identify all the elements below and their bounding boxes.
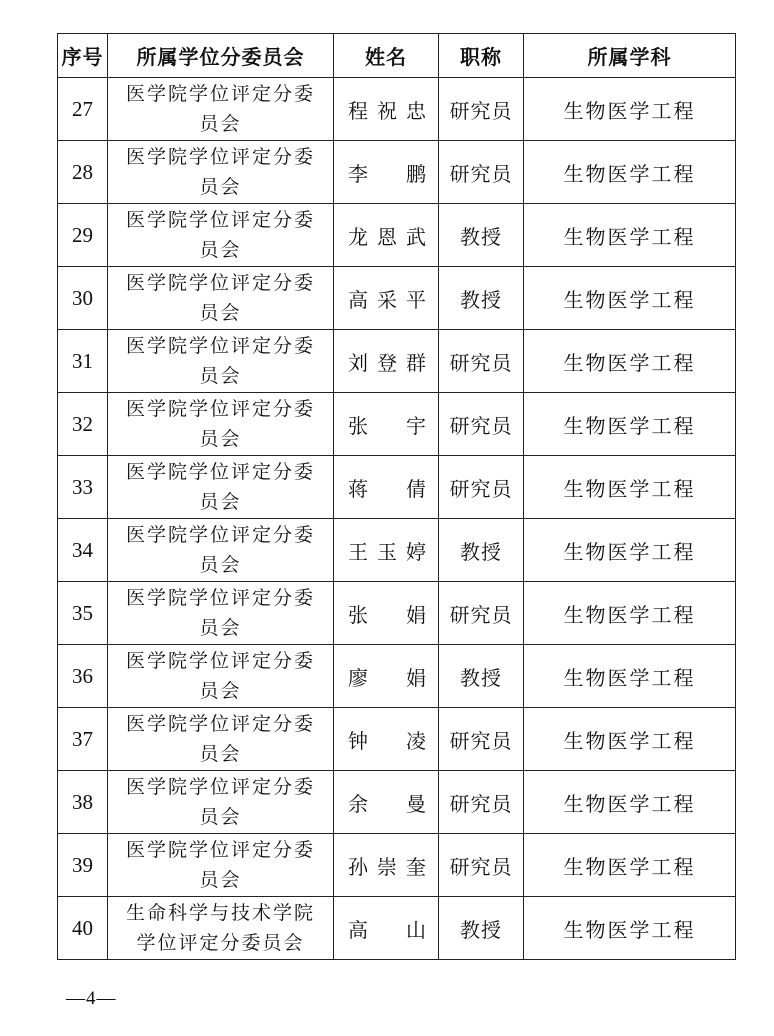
name-text (334, 536, 438, 565)
name-cell (334, 267, 439, 330)
row-number: 34 (58, 519, 108, 582)
title-cell: 教授 (439, 519, 524, 582)
name-cell (334, 141, 439, 204)
discipline-cell: 生物医学工程 (524, 582, 736, 645)
name-cell (334, 330, 439, 393)
committee-line: 医学院学位评定分委 (125, 146, 315, 168)
row-number: 37 (58, 708, 108, 771)
discipline-cell: 生物医学工程 (524, 141, 736, 204)
discipline-cell: 生物医学工程 (524, 519, 736, 582)
title-cell: 研究员 (439, 330, 524, 393)
committee-line: 医学院学位评定分委 (125, 839, 315, 861)
name-char: 崇 (377, 854, 397, 879)
discipline-cell: 生物医学工程 (524, 897, 736, 960)
committee-line: 员会 (199, 743, 242, 765)
title-cell: 研究员 (439, 456, 524, 519)
table-row (58, 834, 736, 897)
table-body (58, 78, 736, 960)
row-number: 32 (58, 393, 108, 456)
table-row (58, 267, 736, 330)
discipline-cell: 生物医学工程 (524, 393, 736, 456)
name-char: 余 (348, 791, 368, 816)
name-char: 玉 (377, 539, 397, 564)
discipline-cell: 生物医学工程 (524, 456, 736, 519)
header-no: 序号 (58, 34, 108, 78)
name-char: 群 (406, 350, 426, 375)
name-char: 鹏 (406, 161, 426, 186)
title-cell: 教授 (439, 267, 524, 330)
committee-cell (108, 582, 334, 645)
table-row (58, 204, 736, 267)
row-number: 29 (58, 204, 108, 267)
name-char: 高 (348, 917, 368, 942)
table-row (58, 897, 736, 960)
header-committee: 所属学位分委员会 (108, 34, 334, 78)
name-char: 采 (377, 287, 397, 312)
name-cell (334, 897, 439, 960)
table-row (58, 330, 736, 393)
name-char: 祝 (377, 98, 397, 123)
committee-line: 医学院学位评定分委 (125, 398, 315, 420)
committee-line: 员会 (199, 617, 242, 639)
committee-cell (108, 519, 334, 582)
name-char: 倩 (406, 476, 426, 501)
table-row (58, 393, 736, 456)
name-cell (334, 582, 439, 645)
name-text (334, 788, 438, 817)
name-cell (334, 393, 439, 456)
committee-cell (108, 771, 334, 834)
row-number: 33 (58, 456, 108, 519)
name-cell (334, 204, 439, 267)
committee-cell (108, 834, 334, 897)
name-text (334, 347, 438, 376)
name-char: 廖 (348, 665, 368, 690)
table-row (58, 78, 736, 141)
committee-line: 医学院学位评定分委 (125, 713, 315, 735)
committee-line: 生命科学与技术学院 (125, 902, 315, 924)
name-char: 蒋 (348, 476, 368, 501)
committee-line: 医学院学位评定分委 (125, 272, 315, 294)
name-text (334, 473, 438, 502)
name-text (334, 725, 438, 754)
committee-line: 员会 (199, 176, 242, 198)
committee-line: 员会 (199, 302, 242, 324)
committee-member-table (57, 33, 736, 960)
title-cell: 研究员 (439, 582, 524, 645)
table-row (58, 456, 736, 519)
name-char: 龙 (348, 224, 368, 249)
name-cell (334, 771, 439, 834)
name-cell (334, 519, 439, 582)
row-number: 38 (58, 771, 108, 834)
committee-line: 医学院学位评定分委 (125, 461, 315, 483)
discipline-cell: 生物医学工程 (524, 771, 736, 834)
header-discipline: 所属学科 (524, 34, 736, 78)
name-char: 娟 (406, 602, 426, 627)
page-number: —4— (66, 988, 117, 1009)
committee-line: 医学院学位评定分委 (125, 209, 315, 231)
committee-line: 医学院学位评定分委 (125, 650, 315, 672)
title-cell: 研究员 (439, 78, 524, 141)
name-char: 李 (348, 161, 368, 186)
name-text (334, 284, 438, 313)
row-number: 31 (58, 330, 108, 393)
name-char: 忠 (406, 98, 426, 123)
name-char: 凌 (406, 728, 426, 753)
name-char: 程 (348, 98, 368, 123)
row-number: 30 (58, 267, 108, 330)
name-char: 武 (406, 224, 426, 249)
name-char: 婷 (406, 539, 426, 564)
discipline-cell: 生物医学工程 (524, 204, 736, 267)
name-text (334, 158, 438, 187)
committee-cell (108, 456, 334, 519)
name-char: 奎 (406, 854, 426, 879)
name-char: 张 (348, 413, 368, 438)
committee-cell (108, 141, 334, 204)
committee-line: 员会 (199, 680, 242, 702)
title-cell: 研究员 (439, 393, 524, 456)
committee-line: 员会 (199, 554, 242, 576)
committee-cell (108, 645, 334, 708)
committee-line: 员会 (199, 239, 242, 261)
name-text (334, 221, 438, 250)
discipline-cell: 生物医学工程 (524, 645, 736, 708)
discipline-cell: 生物医学工程 (524, 708, 736, 771)
name-char: 宇 (406, 413, 426, 438)
discipline-cell: 生物医学工程 (524, 267, 736, 330)
title-cell: 教授 (439, 897, 524, 960)
name-text (334, 95, 438, 124)
table-row (58, 582, 736, 645)
name-char: 登 (377, 350, 397, 375)
row-number: 39 (58, 834, 108, 897)
name-char: 刘 (348, 350, 368, 375)
title-cell: 研究员 (439, 771, 524, 834)
discipline-cell: 生物医学工程 (524, 330, 736, 393)
name-cell (334, 78, 439, 141)
name-cell (334, 834, 439, 897)
name-char: 曼 (406, 791, 426, 816)
committee-line: 医学院学位评定分委 (125, 587, 315, 609)
table-header (58, 34, 736, 78)
name-text (334, 410, 438, 439)
committee-line: 医学院学位评定分委 (125, 776, 315, 798)
table-row (58, 708, 736, 771)
header-name: 姓名 (334, 34, 439, 78)
name-char: 钟 (348, 728, 368, 753)
header-title: 职称 (439, 34, 524, 78)
name-text (334, 914, 438, 943)
name-cell (334, 708, 439, 771)
committee-cell (108, 267, 334, 330)
table-row (58, 519, 736, 582)
committee-cell (108, 393, 334, 456)
committee-cell (108, 78, 334, 141)
committee-cell (108, 708, 334, 771)
table-row (58, 771, 736, 834)
row-number: 35 (58, 582, 108, 645)
row-number: 40 (58, 897, 108, 960)
committee-line: 医学院学位评定分委 (125, 524, 315, 546)
committee-line: 员会 (199, 428, 242, 450)
title-cell: 教授 (439, 645, 524, 708)
row-number: 27 (58, 78, 108, 141)
row-number: 28 (58, 141, 108, 204)
name-char: 娟 (406, 665, 426, 690)
discipline-cell: 生物医学工程 (524, 78, 736, 141)
name-text (334, 599, 438, 628)
committee-line: 员会 (199, 113, 242, 135)
title-cell: 教授 (439, 204, 524, 267)
table-row (58, 141, 736, 204)
committee-cell (108, 330, 334, 393)
title-cell: 研究员 (439, 708, 524, 771)
name-char: 恩 (377, 224, 397, 249)
committee-line: 员会 (199, 365, 242, 387)
committee-line: 员会 (199, 806, 242, 828)
name-cell (334, 645, 439, 708)
name-char: 高 (348, 287, 368, 312)
name-char: 王 (348, 539, 368, 564)
committee-line: 医学院学位评定分委 (125, 335, 315, 357)
title-cell: 研究员 (439, 141, 524, 204)
committee-line: 员会 (199, 869, 242, 891)
name-char: 平 (406, 287, 426, 312)
table-header-row (58, 34, 736, 78)
name-char: 张 (348, 602, 368, 627)
name-char: 山 (406, 917, 426, 942)
title-cell: 研究员 (439, 834, 524, 897)
committee-cell (108, 897, 334, 960)
discipline-cell: 生物医学工程 (524, 834, 736, 897)
name-char: 孙 (348, 854, 368, 879)
committee-line: 学位评定分委员会 (136, 932, 305, 954)
name-text (334, 662, 438, 691)
committee-line: 医学院学位评定分委 (125, 83, 315, 105)
row-number: 36 (58, 645, 108, 708)
committee-line: 员会 (199, 491, 242, 513)
committee-cell (108, 204, 334, 267)
name-text (334, 851, 438, 880)
table-row (58, 645, 736, 708)
name-cell (334, 456, 439, 519)
